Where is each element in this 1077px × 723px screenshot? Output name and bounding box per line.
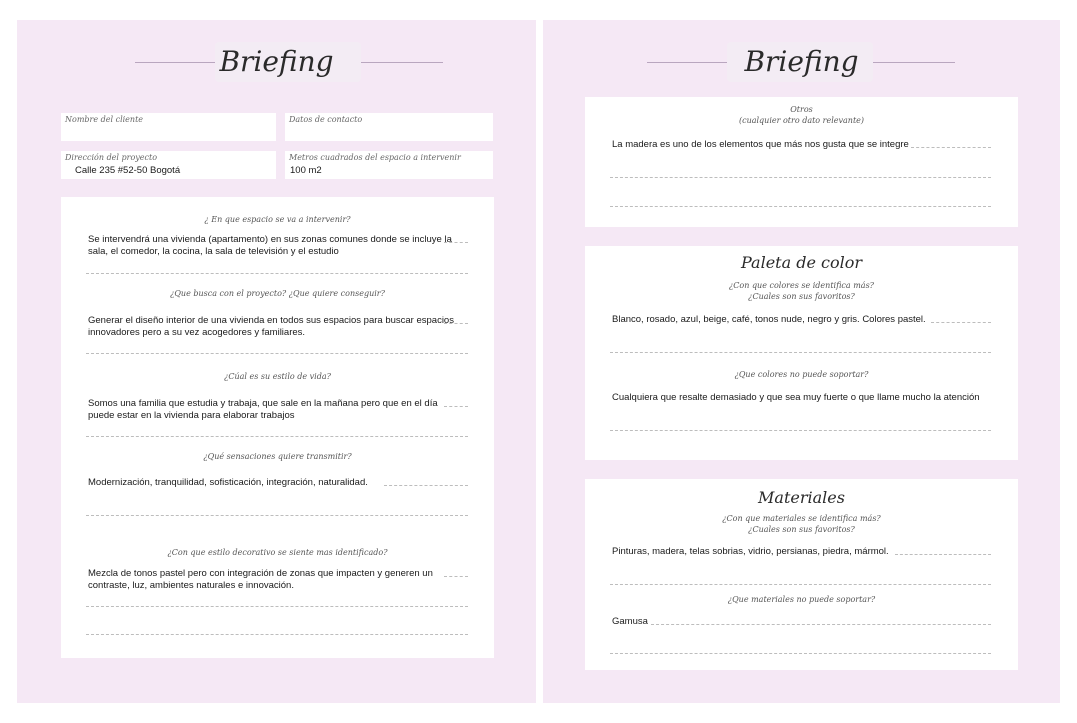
client-name-field[interactable]	[61, 113, 276, 141]
question-label: ¿ En que espacio se va a intervenir?	[204, 215, 351, 224]
paleta-question-1-line-1: ¿Con que colores se identifica más?	[729, 281, 874, 290]
question-label: ¿Qué sensaciones quiere transmitir?	[203, 452, 352, 461]
page-title: Briefing	[219, 45, 334, 78]
question-label: ¿Con que estilo decorativo se siente mas identificado?	[167, 548, 388, 557]
paleta-title: Paleta de color	[740, 253, 862, 272]
question-label: ¿Que busca con el proyecto? ¿Que quiere conseguir?	[170, 289, 385, 298]
answer-text[interactable]: Generar el diseño interior de una vivienda en todos sus espacios para buscar espacios innovadores pero a su vez acogedores y familiares.	[88, 315, 454, 338]
area-field[interactable]	[285, 151, 493, 179]
otros-answer[interactable]: La madera es uno de los elementos que más nos gusta que se integre	[612, 139, 909, 150]
contact-field[interactable]	[285, 113, 493, 141]
briefing-page-right	[543, 20, 1060, 703]
answer-line	[610, 352, 991, 353]
answer-line	[444, 323, 468, 324]
briefing-page-left	[17, 20, 536, 703]
answer-line	[86, 515, 468, 516]
question-label: ¿Cúal es su estilo de vida?	[224, 372, 331, 381]
materiales-question-1-line-2: ¿Cuales son sus favoritos?	[748, 525, 855, 534]
answer-line	[444, 576, 468, 577]
address-label: Dirección del proyecto	[65, 153, 158, 162]
otros-subheading: (cualquier otro dato relevante)	[738, 116, 865, 125]
address-field[interactable]	[61, 151, 276, 179]
paleta-question-2: ¿Que colores no puede soportar?	[734, 370, 869, 379]
paleta-answer-1[interactable]: Blanco, rosado, azul, beige, café, tonos nude, negro y gris. Colores pastel.	[612, 314, 926, 325]
answer-line	[384, 485, 468, 486]
answer-line	[895, 554, 991, 555]
address-value: Calle 235 #52-50 Bogotá	[75, 165, 181, 176]
answer-line	[610, 584, 991, 585]
answer-text[interactable]: Somos una familia que estudia y trabaja, que sale en la mañana pero que en el día puede estar en la vivienda para elaborar trabajos	[88, 398, 438, 421]
answer-line	[651, 624, 991, 625]
answer-line	[911, 147, 991, 148]
answer-line	[86, 273, 468, 274]
answer-line	[444, 242, 468, 243]
materiales-answer-2[interactable]: Gamusa	[612, 616, 648, 627]
contact-label: Datos de contacto	[289, 115, 363, 124]
paleta-answer-2[interactable]: Cualquiera que resalte demasiado y que sea muy fuerte o que llame mucho la atención	[612, 392, 980, 403]
title-header	[17, 42, 536, 82]
client-name-label: Nombre del cliente	[65, 115, 144, 124]
answer-line	[610, 653, 991, 654]
answer-line	[86, 606, 468, 607]
answer-line	[86, 634, 468, 635]
otros-card	[585, 97, 1018, 227]
materiales-card	[585, 479, 1018, 670]
answer-line	[931, 322, 991, 323]
paleta-question-1-line-2: ¿Cuales son sus favoritos?	[748, 292, 855, 301]
answer-line	[86, 436, 468, 437]
answer-line	[86, 353, 468, 354]
answer-text[interactable]: Mezcla de tonos pastel pero con integración de zonas que impacten y generen un contraste, luz, ambientes naturales e innovación.	[88, 568, 433, 591]
page-title: Briefing	[744, 45, 859, 78]
materiales-question-2: ¿Que materiales no puede soportar?	[727, 595, 876, 604]
answer-line	[610, 430, 991, 431]
area-value: 100 m2	[290, 165, 322, 176]
answer-line	[444, 406, 468, 407]
paleta-card	[585, 246, 1018, 460]
answer-text[interactable]: Se intervendrá una vivienda (apartamento) en sus zonas comunes donde se incluye la sala, el comedor, la cocina, la sala de televisión y el estudio	[88, 234, 452, 257]
title-header	[543, 42, 1060, 82]
area-label: Metros cuadrados del espacio a intervenir	[289, 153, 461, 162]
materiales-answer-1[interactable]: Pinturas, madera, telas sobrias, vidrio, persianas, piedra, mármol.	[612, 546, 889, 557]
otros-heading: Otros	[790, 105, 813, 114]
answer-line	[610, 206, 991, 207]
questions-card	[61, 197, 494, 658]
answer-text[interactable]: Modernización, tranquilidad, sofisticación, integración, naturalidad.	[88, 477, 368, 488]
answer-line	[610, 177, 991, 178]
materiales-title: Materiales	[758, 488, 845, 507]
materiales-question-1-line-1: ¿Con que materiales se identifica más?	[722, 514, 881, 523]
